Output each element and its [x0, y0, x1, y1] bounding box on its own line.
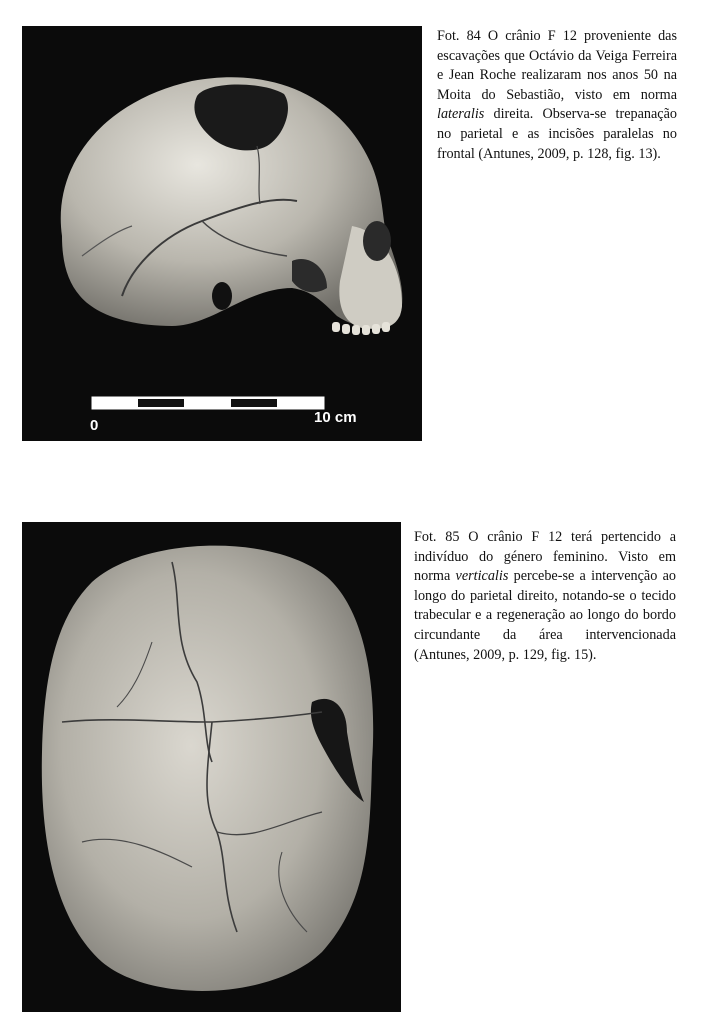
skull-vertical-photo [22, 522, 401, 1012]
scale-start-label: 0 [90, 417, 99, 434]
figure-caption-85 [414, 528, 676, 665]
caption-text: percebe-se a intervenção ao longo do parietal direito, notando-se o tecido trabecular e a regeneração ao longo do bordo circundante da área intervencionada (Antunes, 2009, p. 129, fig. 15). [414, 568, 676, 663]
scale-end-label: 10 cm [314, 409, 357, 426]
caption-italic-term: verticalis [455, 568, 509, 585]
figure-caption-84 [437, 27, 677, 164]
skull-lateral-photo [22, 26, 422, 441]
skull-lateral-image [22, 26, 422, 441]
caption-text: Fot. 84 O crânio F 12 proveniente das escavações que Octávio da Veiga Ferreira e Jean Roche realizaram nos anos 50 na Moita do Sebastião, visto em norma [437, 28, 677, 103]
skull-vertical-image [22, 522, 401, 1012]
caption-italic-term: lateralis [437, 106, 485, 123]
caption-text: direita. Observa-se trepanação no parietal e as incisões paralelas no frontal (Antunes, 2009, p. 128, fig. 13). [437, 106, 677, 162]
caption-text: Fot. 85 O crânio F 12 terá pertencido a indivíduo do género feminino. Visto em norma [414, 529, 676, 585]
